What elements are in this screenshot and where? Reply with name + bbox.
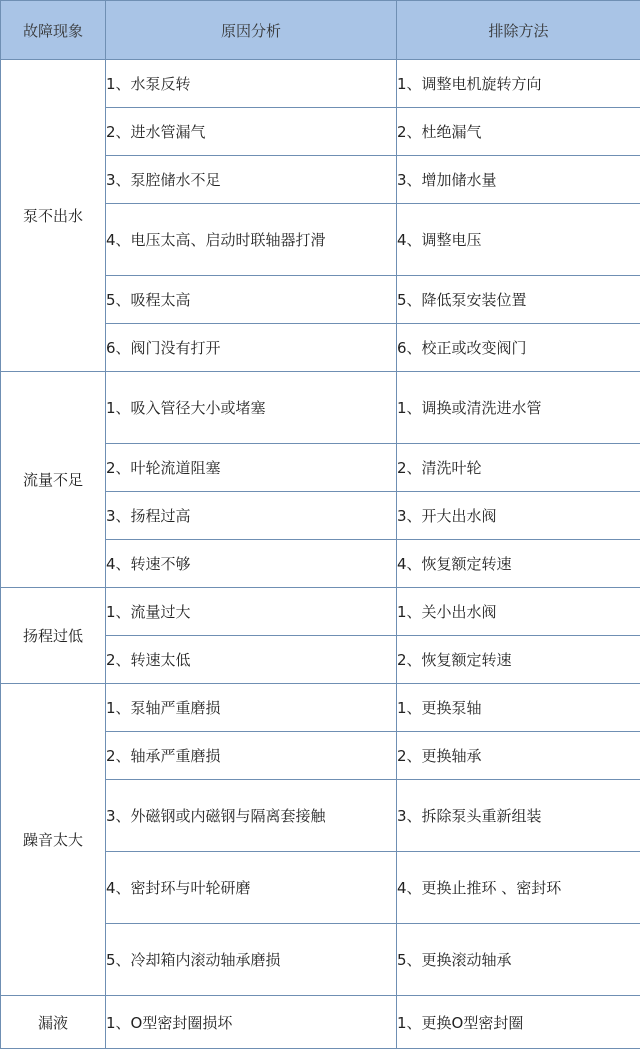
remedy-cell: 3、增加储水量 — [397, 156, 640, 204]
remedy-cell: 4、更换止推环 、密封环 — [397, 852, 640, 924]
remedy-cell: 3、拆除泵头重新组装 — [397, 780, 640, 852]
cause-cell: 5、冷却箱内滚动轴承磨损 — [106, 924, 397, 996]
cause-cell: 6、阀门没有打开 — [106, 324, 397, 372]
remedy-cell: 6、校正或改变阀门 — [397, 324, 640, 372]
remedy-cell: 1、更换O型密封圈 — [397, 996, 640, 1049]
cause-cell: 1、泵轴严重磨损 — [106, 684, 397, 732]
header-remedy: 排除方法 — [397, 1, 640, 60]
cause-cell: 4、密封环与叶轮研磨 — [106, 852, 397, 924]
table-row — [1, 588, 640, 636]
remedy-cell: 3、开大出水阀 — [397, 492, 640, 540]
remedy-cell: 1、更换泵轴 — [397, 684, 640, 732]
cause-cell: 1、吸入管径大小或堵塞 — [106, 372, 397, 444]
cause-cell: 2、叶轮流道阻塞 — [106, 444, 397, 492]
symptom-cell: 泵不出水 — [1, 60, 106, 372]
cause-cell: 1、O型密封圈损坏 — [106, 996, 397, 1049]
remedy-cell: 2、更换轴承 — [397, 732, 640, 780]
table-row — [1, 996, 640, 1049]
header-symptom: 故障现象 — [1, 1, 106, 60]
cause-cell: 2、进水管漏气 — [106, 108, 397, 156]
remedy-cell: 1、调整电机旋转方向 — [397, 60, 640, 108]
remedy-cell: 4、恢复额定转速 — [397, 540, 640, 588]
symptom-cell: 躁音太大 — [1, 684, 106, 996]
symptom-cell: 漏液 — [1, 996, 106, 1049]
remedy-cell: 1、调换或清洗进水管 — [397, 372, 640, 444]
symptom-cell: 流量不足 — [1, 372, 106, 588]
table-row — [1, 60, 640, 108]
cause-cell: 2、转速太低 — [106, 636, 397, 684]
remedy-cell: 1、关小出水阀 — [397, 588, 640, 636]
cause-cell: 1、流量过大 — [106, 588, 397, 636]
cause-cell: 3、扬程过高 — [106, 492, 397, 540]
remedy-cell: 2、杜绝漏气 — [397, 108, 640, 156]
cause-cell: 5、吸程太高 — [106, 276, 397, 324]
remedy-cell: 2、清洗叶轮 — [397, 444, 640, 492]
header-row — [1, 1, 640, 60]
remedy-cell: 5、降低泵安装位置 — [397, 276, 640, 324]
table-row — [1, 372, 640, 444]
cause-cell: 2、轴承严重磨损 — [106, 732, 397, 780]
cause-cell: 1、水泵反转 — [106, 60, 397, 108]
table-row — [1, 684, 640, 732]
header-cause: 原因分析 — [106, 1, 397, 60]
symptom-cell: 扬程过低 — [1, 588, 106, 684]
cause-cell: 3、外磁钢或内磁钢与隔离套接触 — [106, 780, 397, 852]
cause-cell: 3、泵腔储水不足 — [106, 156, 397, 204]
remedy-cell: 5、更换滚动轴承 — [397, 924, 640, 996]
cause-cell: 4、电压太高、启动时联轴器打滑 — [106, 204, 397, 276]
cause-cell: 4、转速不够 — [106, 540, 397, 588]
remedy-cell: 4、调整电压 — [397, 204, 640, 276]
remedy-cell: 2、恢复额定转速 — [397, 636, 640, 684]
